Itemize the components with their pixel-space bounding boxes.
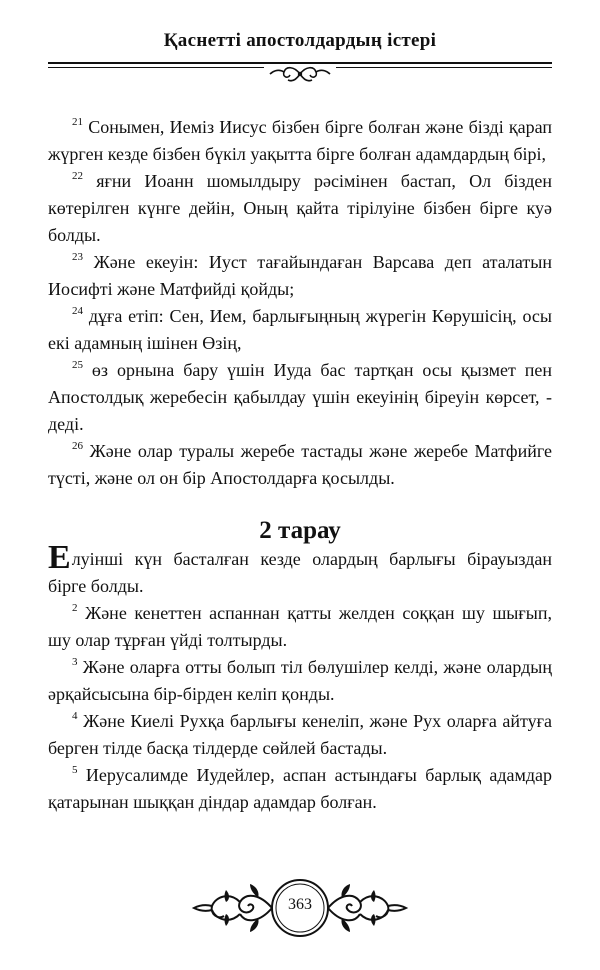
verse-text: яғни Иоанн шомылдыру рәсімінен бастап, Ол бізден көтерілген күнге дейін, Оның қайта тірілуіне бізбен бірге куә болды. bbox=[48, 171, 553, 245]
verse-number: 2 bbox=[72, 602, 78, 614]
first-verse-text: луінші күн басталған кезде олардың барлығы бірауыздан бірге болды. bbox=[48, 549, 552, 596]
verses-after bbox=[48, 600, 552, 816]
verse bbox=[48, 438, 552, 492]
verse-number: 25 bbox=[72, 359, 83, 371]
verse-text: Сонымен, Иеміз Иисус бізбен бірге болған және бізді қарап жүрген кезде бізбен бүкіл уақытта бірге болған адамдардың бірі, bbox=[48, 117, 552, 164]
verse-text: Және оларға отты болып тіл бөлушілер келді, және олардың әрқайсысына бір-бірден келіп қонды. bbox=[48, 657, 552, 704]
verse bbox=[48, 762, 552, 816]
verse-text: дұға етіп: Сен, Ием, барлығыңның жүрегін Көрушісің, осы екі адамның ішінен Өзің, bbox=[48, 306, 552, 353]
verse bbox=[48, 303, 552, 357]
verse-number: 26 bbox=[72, 440, 83, 452]
verse bbox=[48, 708, 552, 762]
verse-number: 3 bbox=[72, 656, 78, 668]
verse-number: 24 bbox=[72, 305, 83, 317]
page-number: 363 bbox=[288, 896, 312, 913]
running-header: Қаснетті апостолдардың істері bbox=[163, 30, 437, 51]
chapter-first-verse bbox=[48, 539, 552, 600]
header-ornament-icon bbox=[264, 64, 336, 84]
verse bbox=[48, 249, 552, 303]
page-body bbox=[48, 114, 552, 816]
verse-text: Иерусалимде Иудейлер, аспан астындағы барлық адамдар қатарынан шыққан діндар адамдар болған. bbox=[48, 765, 553, 812]
chapter-heading: 2 тарау bbox=[259, 517, 341, 544]
verse-number: 5 bbox=[72, 764, 78, 776]
verse-number: 21 bbox=[72, 116, 83, 128]
verse bbox=[48, 357, 552, 438]
verse-number: 4 bbox=[72, 710, 78, 722]
verse bbox=[48, 114, 552, 168]
verse-text: Және олар туралы жеребе тастады және жеребе Матфийге түсті, және ол он бір Апостолдарға қосылды. bbox=[48, 441, 552, 488]
verse-text: Және кенеттен аспаннан қатты желден соққан шу шығып, шу олар тұрған үйді толтырды. bbox=[48, 603, 553, 650]
verse bbox=[48, 168, 552, 249]
verse-text: Және екеуін: Иуст тағайындаған Варсава деп аталатын Иосифті және Матфийді қойды; bbox=[48, 252, 552, 299]
verses-before bbox=[48, 114, 552, 492]
verse-text: өз орнына бару үшін Иуда бас тартқан осы қызмет пен Апостолдық жеребесін қабылдау үшін екеуінің біреуін көрсет, - деді. bbox=[48, 360, 553, 434]
verse bbox=[48, 654, 552, 708]
drop-cap: Е bbox=[48, 539, 71, 576]
verse-text: Және Киелі Рухқа барлығы кенеліп, және Рух оларға айтуға берген тілде басқа тілдерде сөйлей бастады. bbox=[48, 711, 553, 758]
verse bbox=[48, 600, 552, 654]
verse-number: 22 bbox=[72, 170, 83, 182]
verse-number: 23 bbox=[72, 251, 83, 263]
